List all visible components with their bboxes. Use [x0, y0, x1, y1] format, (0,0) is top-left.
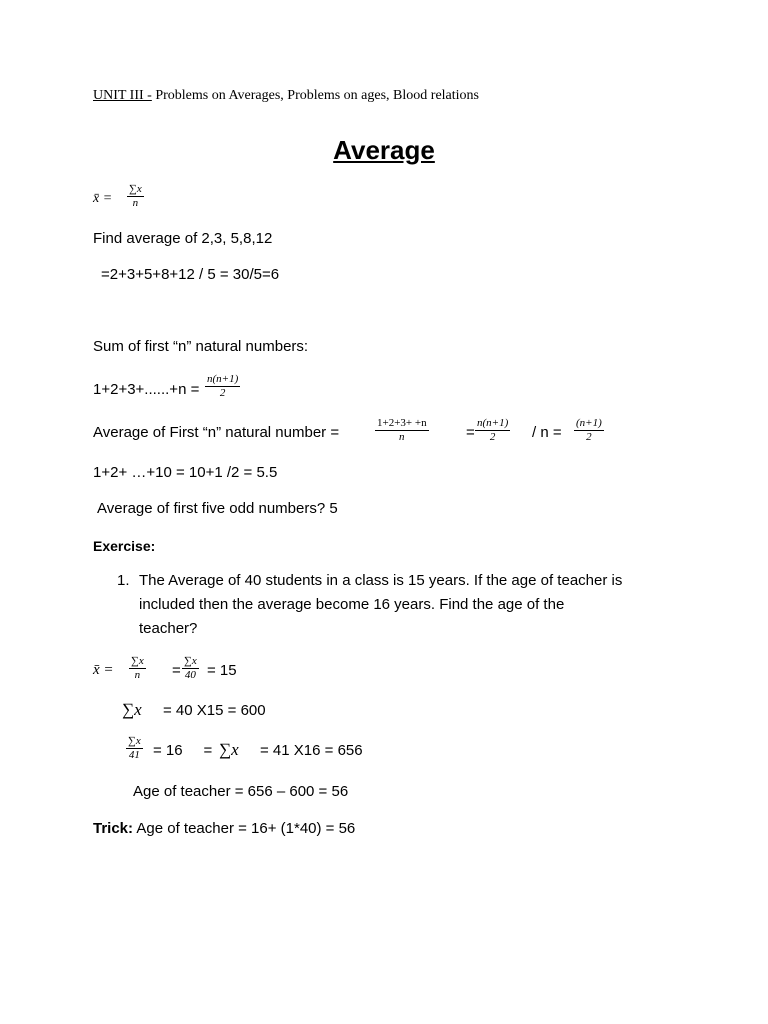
sum-natural-numerator: n(n+1)	[207, 373, 239, 385]
average-natural-frac2-den: 2	[489, 431, 496, 443]
average-natural-frac1-den: n	[399, 431, 405, 443]
odd-numbers-question: Average of first five odd numbers? 5	[97, 500, 338, 517]
solution-row1-fraction-1	[129, 655, 146, 682]
average-natural-mid: / n =	[532, 424, 562, 441]
example-ten: 1+2+ …+10 = 10+1 /2 = 5.5	[93, 464, 278, 481]
question-number: 1.	[117, 572, 130, 589]
trick-text: Age of teacher = 16+ (1*40) = 56	[133, 820, 356, 837]
solution-row3-sigma: ∑x	[219, 740, 239, 759]
solution-row1-frac2-den: 40	[184, 669, 196, 681]
solution-row3-frac-den: 41	[128, 749, 140, 761]
mean-lhs: x̄ =	[93, 191, 113, 206]
unit-topics: Problems on Averages, Problems on ages, Blood relations	[151, 88, 479, 103]
question-line-3: teacher?	[139, 620, 198, 637]
solution-row1-eq: =	[172, 662, 181, 679]
solution-row3-fraction	[126, 735, 143, 762]
average-natural-fraction-2	[475, 417, 510, 444]
unit-label: UNIT III -	[93, 88, 152, 103]
question-line-1: The Average of 40 students in a class is 15 years. If the age of teacher is	[139, 572, 623, 589]
example-solution: =2+3+5+8+12 / 5 = 30/5=6	[101, 266, 280, 283]
exercise-heading: Exercise:	[93, 538, 156, 554]
mean-numerator: ∑x	[129, 183, 142, 195]
average-natural-frac1-num: 1+2+3+ +n	[377, 417, 427, 429]
average-natural-fraction-1	[375, 417, 429, 444]
solution-row1-fraction-2	[182, 655, 199, 682]
mean-denominator: n	[132, 197, 139, 209]
solution-row2-text: = 40 X15 = 600	[163, 702, 266, 719]
sum-natural-denominator: 2	[219, 387, 226, 399]
average-natural-frac3-den: 2	[586, 431, 592, 443]
sum-natural-heading: Sum of first “n” natural numbers:	[93, 338, 309, 355]
average-natural-frac2-num: n(n+1)	[477, 417, 509, 429]
solution-row3-text: = 41 X16 = 656	[260, 742, 363, 759]
age-of-teacher-line: Age of teacher = 656 – 600 = 56	[133, 783, 349, 800]
average-natural-frac3-num: (n+1)	[576, 417, 602, 429]
solution-row1-frac1-num: ∑x	[131, 655, 144, 667]
average-natural-lhs: Average of First “n” natural number =	[93, 424, 340, 441]
solution-row3-frac-num: ∑x	[128, 735, 141, 747]
solution-row1-result: = 15	[207, 662, 237, 679]
page-title: Average	[333, 135, 435, 165]
solution-row1-frac2-num: ∑x	[184, 655, 197, 667]
unit-header	[93, 88, 479, 104]
solution-row1-lhs: x̄ =	[93, 662, 114, 678]
solution-row1-frac1-den: n	[134, 669, 141, 681]
sum-natural-fraction	[205, 373, 240, 400]
question-line-2: included then the average become 16 years. Find the age of the	[139, 596, 565, 613]
example-question: Find average of 2,3, 5,8,12	[93, 230, 273, 247]
sum-natural-lhs: 1+2+3+......+n =	[93, 381, 200, 398]
trick-label: Trick:	[93, 820, 134, 837]
average-natural-fraction-3	[574, 417, 604, 444]
average-natural-eq: =	[466, 424, 475, 441]
solution-row2-sigma: ∑x	[122, 700, 142, 719]
mean-fraction	[127, 183, 144, 210]
solution-row3-mid: = 16 =	[153, 742, 213, 759]
trick-line	[93, 820, 355, 837]
